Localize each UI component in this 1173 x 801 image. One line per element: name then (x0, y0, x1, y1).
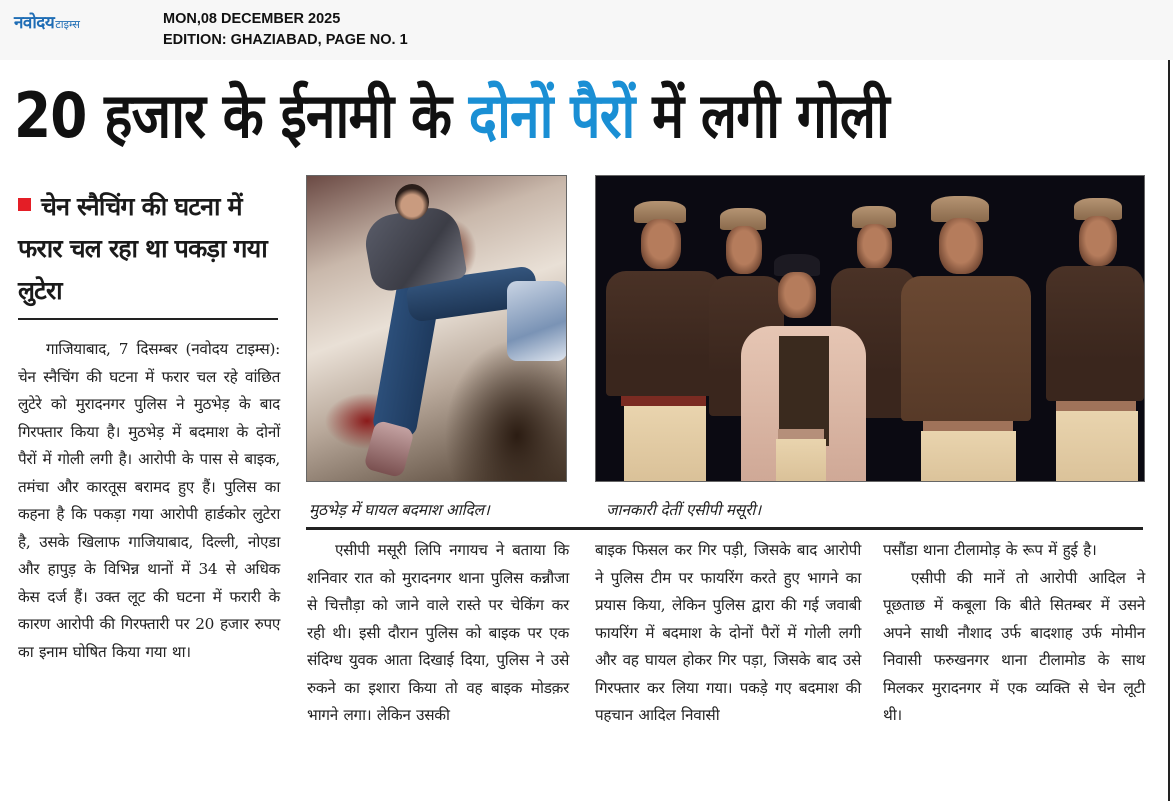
logo-sub-text: टाइम्स (55, 18, 80, 31)
article-column-3 (595, 537, 861, 730)
article-column-2 (307, 537, 569, 730)
logo-main-text: नवोदय (14, 13, 55, 33)
caption-divider (306, 527, 866, 530)
edition-page: EDITION: GHAZIABAD, PAGE NO. 1 (163, 32, 408, 48)
subheadline-text: चेन स्नैचिंग की घटना में फरार चल रहा था पकड़ा गया लुटेरा (18, 192, 267, 305)
newspaper-logo (14, 12, 80, 32)
photo-police-team (595, 175, 1145, 482)
article-column-1 (18, 336, 280, 666)
red-bullet-icon (18, 198, 31, 211)
column-4-paragraph-1: पसौंडा थाना टीलामोड़ के रूप में हुई है। (883, 541, 1097, 559)
top-bar (0, 0, 1173, 60)
headline-part2: में लगी गोली (634, 79, 889, 152)
article-column-4 (883, 537, 1145, 730)
subheadline-divider (18, 318, 278, 320)
publication-date: MON,08 DECEMBER 2025 (163, 11, 341, 27)
edition-info (163, 9, 408, 51)
photo-caption-1: मुठभेड़ में घायल बदमाश आदिल। (309, 501, 490, 519)
headline-part1: 20 हजार के ईनामी के (14, 79, 469, 152)
column-2-paragraph-1: एसीपी मसूरी लिपि नगायच ने बताया कि शनिवार रात को मुरादनगर थाना पुलिस कन्नौजा से चित्तौड़ा को जाने वाले रास्ते पर चेकिंग कर रही थी। इसी दौरान पुलिस को बाइक पर एक संदिग्ध युवक आता दिखाई दिया, पुलिस ने उसे रुकने का इशारा किया तो वह बाइक मोडक़र भागने लगा। लेकिन उसकी (307, 541, 569, 724)
headline-highlight: दोनों पैरों (468, 79, 635, 152)
column-4-divider (866, 527, 1143, 530)
column-3-paragraph-1: बाइक फिसल कर गिर पड़ी, जिसके बाद आरोपी ने पुलिस टीम पर फायरिंग करते हुए भागने का प्रयास किया, लेकिन पुलिस द्वारा की गई जवाबी फायरिंग में बदमाश के दोनों पैरों में गोली लगी और वह घायल होकर गिर पड़ा, जिसके बाद उसे गिरफ्तार कर लिया गया। पकड़े गए बदमाश की पहचान आदिल निवासी (595, 541, 861, 724)
column-4-paragraph-2: एसीपी की मानें तो आरोपी आदिल ने पूछताछ में कबूला कि बीते सितम्बर में उसने अपने साथी नौशाद उर्फ बादशाह उर्फ मोमीन निवासी फरुखनगर थाना टीलामोड के साथ मिलकर मुरादनगर में एक व्यक्ति से चेन लूटी थी। (883, 568, 1145, 724)
page-border (1168, 60, 1170, 801)
column-1-paragraph-1: गाजियाबाद, 7 दिसम्बर (नवोदय टाइम्स): चेन स्नैचिंग की घटना में फरार चल रहे वांछित लुटेरे को मुरादनगर पुलिस ने मुठभेड़ के बाद गिरफ्तार किया है। मुठभेड़ में बदमाश के दोनों पैरों में गोली लगी है। आरोपी के पास से बाइक, तमंचा और कारतूस बरामद हुए हैं। पुलिस का कहना है कि पकड़ा गया आरोपी हार्डकोर लुटेरा है, उसके खिलाफ गाजियाबाद, दिल्ली, नोएडा और हापुड़ के विभिन्न थानों में 34 से अधिक केस दर्ज हैं। उक्त लूट की घटना में फरारी के कारण आरोपी की गिरफ्तारी पर 20 हजार रुपए का इनाम घोषित किया गया था। (18, 340, 280, 661)
photo-caption-2: जानकारी देतीं एसीपी मसूरी। (606, 501, 761, 519)
headline (14, 72, 994, 162)
subheadline (18, 186, 280, 312)
photo-injured-suspect (306, 175, 567, 482)
